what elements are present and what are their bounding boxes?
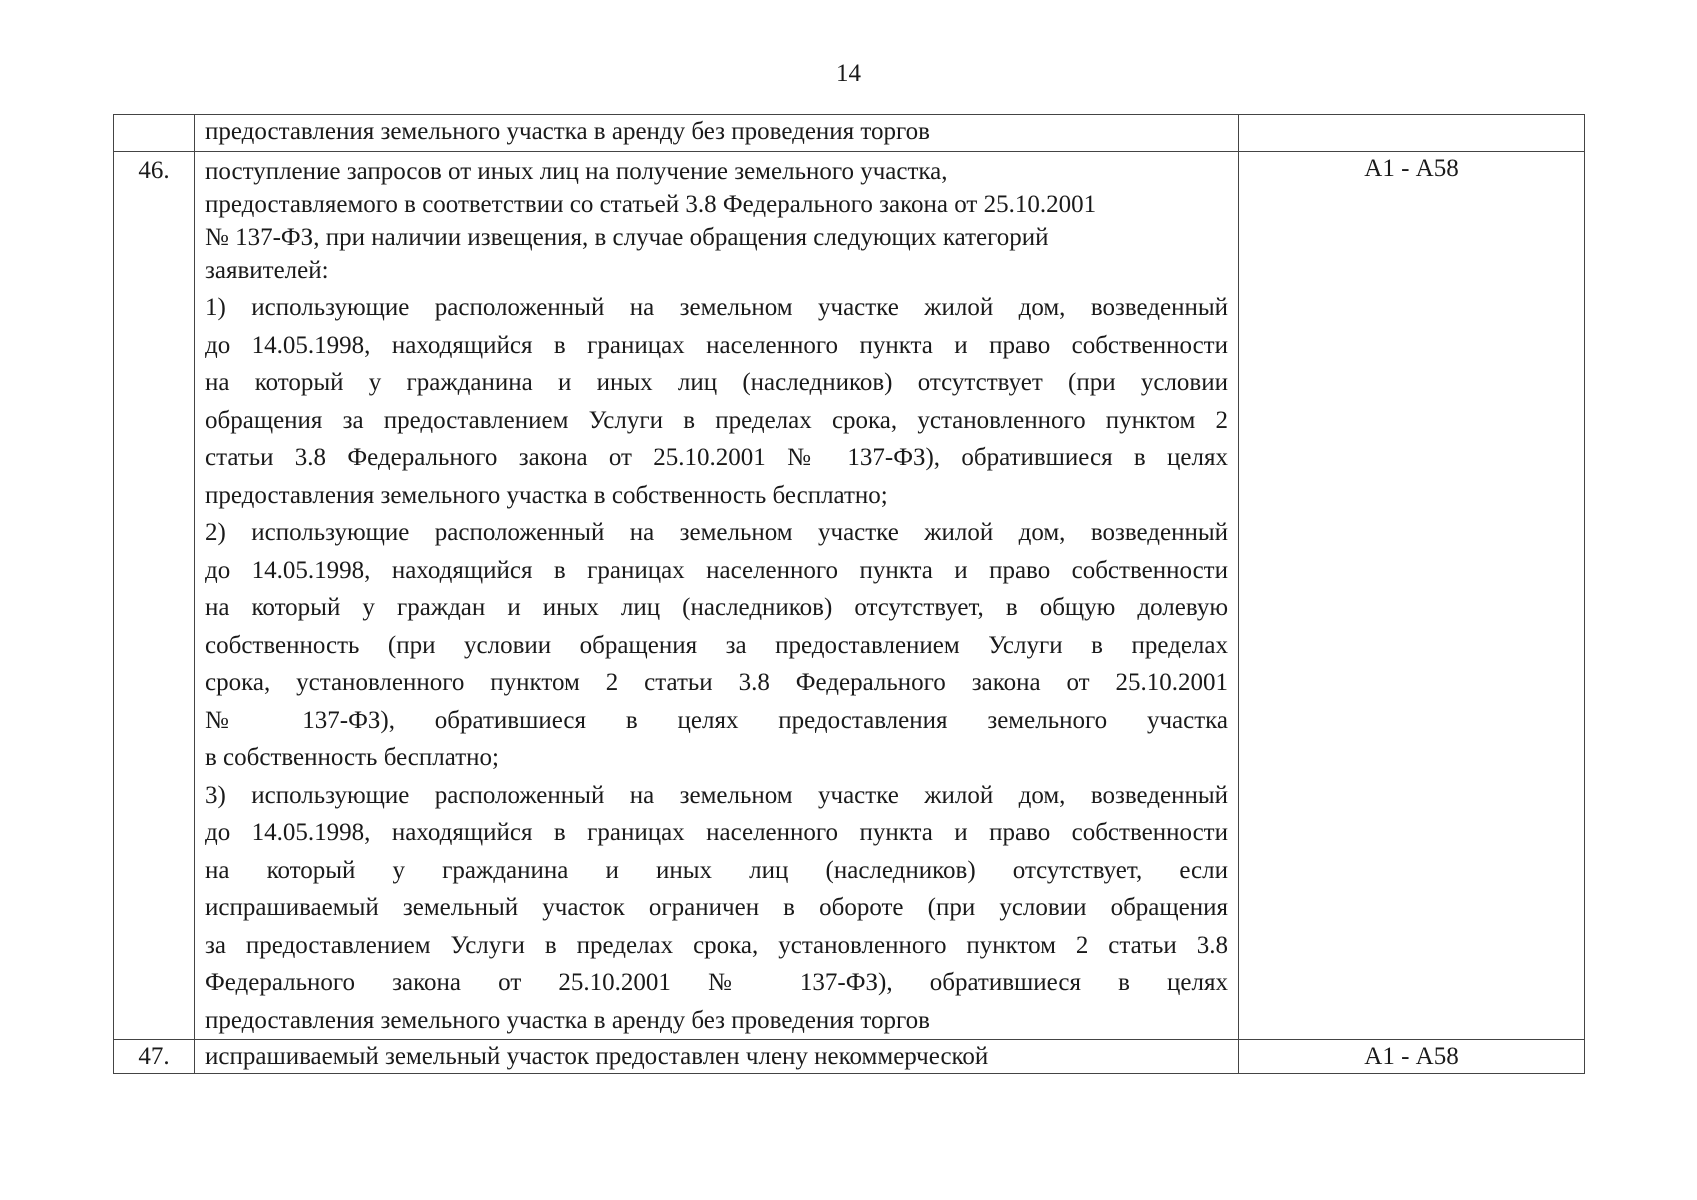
text-line: предоставления земельного участка в аренду без проведения торгов xyxy=(205,118,930,145)
text-line: за предоставлением Услуги в пределах срока, установленного пунктом 2 статьи 3.8 xyxy=(205,931,1228,959)
text-line: на который у гражданина и иных лиц (наследников) отсутствует, если xyxy=(205,856,1228,884)
row-number xyxy=(114,115,195,152)
text-line: срока, установленного пунктом 2 статьи 3.8 Федерального закона от 25.10.2001 xyxy=(205,669,1228,696)
text-line: в собственность бесплатно; xyxy=(205,744,499,771)
text-line: поступление запросов от иных лиц на получение земельного участка, xyxy=(205,158,948,185)
text-line: Федерального закона от 25.10.2001 № 137-ФЗ), обратившиеся в целях xyxy=(205,969,1228,996)
row-reference xyxy=(1239,115,1585,152)
row-number: 46. xyxy=(114,152,195,1040)
row-text xyxy=(195,115,1239,152)
text-line: собственность (при условии обращения за предоставлением Услуги в пределах xyxy=(205,631,1228,659)
text-line: предоставляемого в соответствии со статьей 3.8 Федерального закона от 25.10.2001 xyxy=(205,191,1097,218)
list-item-3 xyxy=(205,777,1228,1040)
text-line: № 137-ФЗ), обратившиеся в целях предоставления земельного участка xyxy=(205,706,1228,734)
text-line: до 14.05.1998, находящийся в границах населенного пункта и право собственности xyxy=(205,556,1228,584)
text-line: 1) использующие расположенный на земельном участке жилой дом, возведенный xyxy=(205,294,1228,321)
text-line: до 14.05.1998, находящийся в границах населенного пункта и право собственности xyxy=(205,819,1228,846)
text-line: до 14.05.1998, находящийся в границах населенного пункта и право собственности xyxy=(205,331,1228,359)
page-number: 14 xyxy=(836,60,861,87)
table-row xyxy=(114,115,1585,152)
row-reference: А1 - А58 xyxy=(1239,152,1585,1040)
text-line: испрашиваемый земельный участок ограничен в обороте (при условии обращения xyxy=(205,894,1228,921)
text-line: предоставления земельного участка в аренду без проведения торгов xyxy=(205,1006,930,1034)
list-item-2 xyxy=(205,514,1228,777)
text-line: заявителей: xyxy=(205,257,329,284)
text-line: предоставления земельного участка в собственность бесплатно; xyxy=(205,481,888,509)
intro-paragraph xyxy=(205,152,1228,287)
text-line: обращения за предоставлением Услуги в пределах срока, установленного пунктом 2 xyxy=(205,406,1228,434)
row-number: 47. xyxy=(114,1040,195,1074)
table-row xyxy=(114,1040,1585,1074)
table-row xyxy=(114,152,1585,1040)
text-line: на который у граждан и иных лиц (наследников) отсутствует, в общую долевую xyxy=(205,594,1228,621)
text-line: № 137-ФЗ, при наличии извещения, в случае обращения следующих категорий xyxy=(205,224,1049,251)
text-line: статьи 3.8 Федерального закона от 25.10.2001 № 137-ФЗ), обратившиеся в целях xyxy=(205,444,1228,471)
document-table xyxy=(113,114,1585,1074)
text-line: 2) использующие расположенный на земельном участке жилой дом, возведенный xyxy=(205,519,1228,546)
text-line: на который у гражданина и иных лиц (наследников) отсутствует (при условии xyxy=(205,369,1228,396)
text-line: испрашиваемый земельный участок предоставлен члену некоммерческой xyxy=(205,1043,989,1070)
text-line: 3) использующие расположенный на земельном участке жилой дом, возведенный xyxy=(205,781,1228,809)
row-text xyxy=(195,1040,1239,1074)
row-reference: А1 - А58 xyxy=(1239,1040,1585,1074)
row-text xyxy=(195,152,1239,1040)
list-item-1 xyxy=(205,287,1228,514)
